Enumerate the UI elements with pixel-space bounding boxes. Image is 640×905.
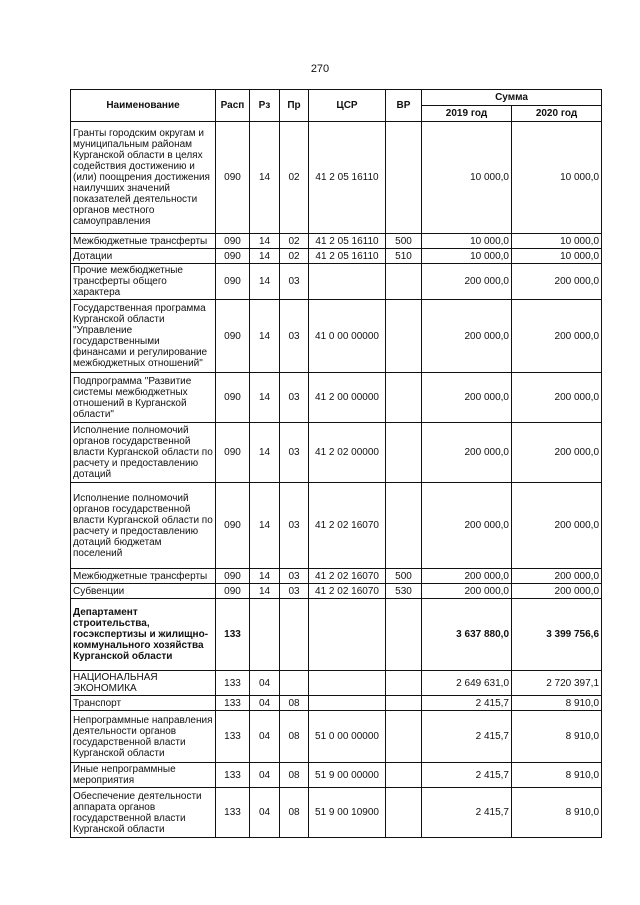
row-name: Обеспечение деятельности аппарата органов государственной власти Курганской области (71, 788, 216, 838)
header-rasp: Расп (216, 90, 250, 122)
row-rasp: 090 (216, 569, 250, 584)
row-vr (386, 696, 422, 711)
row-csr: 41 2 05 16110 (309, 122, 386, 234)
row-vr (386, 763, 422, 788)
row-rz: 14 (250, 373, 280, 423)
row-pr: 03 (280, 423, 309, 483)
row-csr: 41 2 02 00000 (309, 423, 386, 483)
row-pr (280, 599, 309, 671)
row-rz: 14 (250, 300, 280, 373)
row-csr: 51 9 00 10900 (309, 788, 386, 838)
row-amount-2019: 2 649 631,0 (422, 671, 512, 696)
row-name: Подпрограмма "Развитие системы межбюджетных отношений в Курганской области" (71, 373, 216, 423)
row-rz: 14 (250, 234, 280, 249)
row-pr: 08 (280, 763, 309, 788)
row-pr: 02 (280, 249, 309, 264)
row-name: Транспорт (71, 696, 216, 711)
table-row (71, 584, 602, 599)
row-rz: 14 (250, 483, 280, 569)
row-rz: 04 (250, 763, 280, 788)
header-rz: Рз (250, 90, 280, 122)
table-body (71, 122, 602, 838)
row-vr: 500 (386, 569, 422, 584)
row-rz: 14 (250, 423, 280, 483)
row-amount-2020: 200 000,0 (512, 584, 602, 599)
row-rz: 14 (250, 584, 280, 599)
row-pr: 03 (280, 373, 309, 423)
row-name: Субвенции (71, 584, 216, 599)
row-csr: 41 2 02 16070 (309, 584, 386, 599)
row-pr: 08 (280, 696, 309, 711)
row-rasp: 133 (216, 671, 250, 696)
row-amount-2020: 3 399 756,6 (512, 599, 602, 671)
table-row (71, 788, 602, 838)
header-sum: Сумма (422, 90, 602, 106)
row-rz: 04 (250, 788, 280, 838)
header-name: Наименование (71, 90, 216, 122)
row-vr (386, 711, 422, 763)
row-amount-2020: 200 000,0 (512, 264, 602, 300)
row-amount-2019: 200 000,0 (422, 264, 512, 300)
row-pr: 03 (280, 300, 309, 373)
row-rasp: 133 (216, 711, 250, 763)
row-csr (309, 696, 386, 711)
row-name: Дотации (71, 249, 216, 264)
row-amount-2020: 200 000,0 (512, 373, 602, 423)
row-rasp: 090 (216, 584, 250, 599)
row-name: Межбюджетные трансферты (71, 569, 216, 584)
row-rz: 04 (250, 711, 280, 763)
row-rasp: 090 (216, 483, 250, 569)
row-rz: 04 (250, 696, 280, 711)
row-rasp: 133 (216, 763, 250, 788)
row-rasp: 133 (216, 696, 250, 711)
table-row (71, 599, 602, 671)
row-amount-2019: 2 415,7 (422, 788, 512, 838)
row-pr: 03 (280, 584, 309, 599)
row-pr (280, 671, 309, 696)
row-rasp: 090 (216, 122, 250, 234)
table-row (71, 711, 602, 763)
row-vr: 530 (386, 584, 422, 599)
row-rz (250, 599, 280, 671)
row-name: Исполнение полномочий органов государственной власти Курганской области по расчету и предоставлению дотаций (71, 423, 216, 483)
row-csr (309, 599, 386, 671)
row-amount-2019: 10 000,0 (422, 249, 512, 264)
row-pr: 08 (280, 711, 309, 763)
row-vr (386, 373, 422, 423)
table-row (71, 249, 602, 264)
row-vr: 510 (386, 249, 422, 264)
row-rz: 14 (250, 249, 280, 264)
row-amount-2020: 2 720 397,1 (512, 671, 602, 696)
row-csr: 51 9 00 00000 (309, 763, 386, 788)
table-row (71, 483, 602, 569)
row-vr (386, 788, 422, 838)
row-rasp: 133 (216, 599, 250, 671)
table-row (71, 122, 602, 234)
row-amount-2019: 200 000,0 (422, 584, 512, 599)
row-pr: 02 (280, 234, 309, 249)
row-vr (386, 671, 422, 696)
row-csr: 41 2 02 16070 (309, 569, 386, 584)
header-csr: ЦСР (309, 90, 386, 122)
header-vr: ВР (386, 90, 422, 122)
row-amount-2019: 10 000,0 (422, 122, 512, 234)
row-amount-2020: 200 000,0 (512, 423, 602, 483)
row-vr: 500 (386, 234, 422, 249)
row-amount-2020: 8 910,0 (512, 711, 602, 763)
row-name: НАЦИОНАЛЬНАЯ ЭКОНОМИКА (71, 671, 216, 696)
row-amount-2019: 200 000,0 (422, 373, 512, 423)
table-row (71, 671, 602, 696)
row-csr: 41 2 00 00000 (309, 373, 386, 423)
row-amount-2019: 200 000,0 (422, 483, 512, 569)
row-name: Департамент строительства, госэкспертизы и жилищно-коммунального хозяйства Курганской области (71, 599, 216, 671)
row-vr (386, 483, 422, 569)
row-amount-2019: 200 000,0 (422, 569, 512, 584)
row-rasp: 090 (216, 423, 250, 483)
row-name: Иные непрограммные мероприятия (71, 763, 216, 788)
row-rz: 14 (250, 122, 280, 234)
row-rz: 14 (250, 264, 280, 300)
row-name: Межбюджетные трансферты (71, 234, 216, 249)
row-vr (386, 122, 422, 234)
row-csr: 41 2 05 16110 (309, 249, 386, 264)
header-pr: Пр (280, 90, 309, 122)
header-year-2020: 2020 год (512, 106, 602, 122)
row-amount-2020: 10 000,0 (512, 249, 602, 264)
row-amount-2019: 3 637 880,0 (422, 599, 512, 671)
row-vr (386, 599, 422, 671)
row-vr (386, 264, 422, 300)
table-row (71, 569, 602, 584)
row-name: Гранты городским округам и муниципальным районам Курганской области в целях содействия достижению и (или) поощрения достижения наилучших значений показателей деятельности органов местного самоуправления (71, 122, 216, 234)
row-pr: 03 (280, 569, 309, 584)
row-rz: 14 (250, 569, 280, 584)
row-vr (386, 423, 422, 483)
row-amount-2019: 200 000,0 (422, 423, 512, 483)
row-rasp: 090 (216, 249, 250, 264)
row-rasp: 090 (216, 300, 250, 373)
row-pr: 02 (280, 122, 309, 234)
row-amount-2019: 2 415,7 (422, 763, 512, 788)
row-pr: 03 (280, 483, 309, 569)
row-csr: 41 2 05 16110 (309, 234, 386, 249)
table-row (71, 373, 602, 423)
budget-table (70, 89, 602, 838)
row-rasp: 090 (216, 264, 250, 300)
row-amount-2019: 2 415,7 (422, 711, 512, 763)
row-rasp: 090 (216, 234, 250, 249)
row-csr: 41 0 00 00000 (309, 300, 386, 373)
table-row (71, 763, 602, 788)
row-name: Государственная программа Курганской области "Управление государственными финансами и регулирование межбюджетных отношений" (71, 300, 216, 373)
row-amount-2020: 10 000,0 (512, 122, 602, 234)
row-amount-2020: 200 000,0 (512, 300, 602, 373)
row-csr (309, 671, 386, 696)
table-header-row (71, 90, 602, 106)
row-name: Прочие межбюджетные трансферты общего характера (71, 264, 216, 300)
table-row (71, 300, 602, 373)
table-row (71, 696, 602, 711)
page-number: 270 (310, 63, 330, 75)
row-amount-2020: 8 910,0 (512, 788, 602, 838)
row-rasp: 133 (216, 788, 250, 838)
row-pr: 08 (280, 788, 309, 838)
row-name: Непрограммные направления деятельности органов государственной власти Курганской области (71, 711, 216, 763)
row-amount-2020: 10 000,0 (512, 234, 602, 249)
row-amount-2020: 200 000,0 (512, 569, 602, 584)
row-name: Исполнение полномочий органов государственной власти Курганской области по расчету и предоставлению дотаций бюджетам поселений (71, 483, 216, 569)
row-rz: 04 (250, 671, 280, 696)
row-amount-2020: 8 910,0 (512, 696, 602, 711)
row-csr: 41 2 02 16070 (309, 483, 386, 569)
row-amount-2020: 200 000,0 (512, 483, 602, 569)
row-csr: 51 0 00 00000 (309, 711, 386, 763)
row-amount-2020: 8 910,0 (512, 763, 602, 788)
row-pr: 03 (280, 264, 309, 300)
table-row (71, 264, 602, 300)
row-csr (309, 264, 386, 300)
table-row (71, 423, 602, 483)
header-year-2019: 2019 год (422, 106, 512, 122)
table-row (71, 234, 602, 249)
row-rasp: 090 (216, 373, 250, 423)
row-vr (386, 300, 422, 373)
row-amount-2019: 200 000,0 (422, 300, 512, 373)
row-amount-2019: 2 415,7 (422, 696, 512, 711)
row-amount-2019: 10 000,0 (422, 234, 512, 249)
